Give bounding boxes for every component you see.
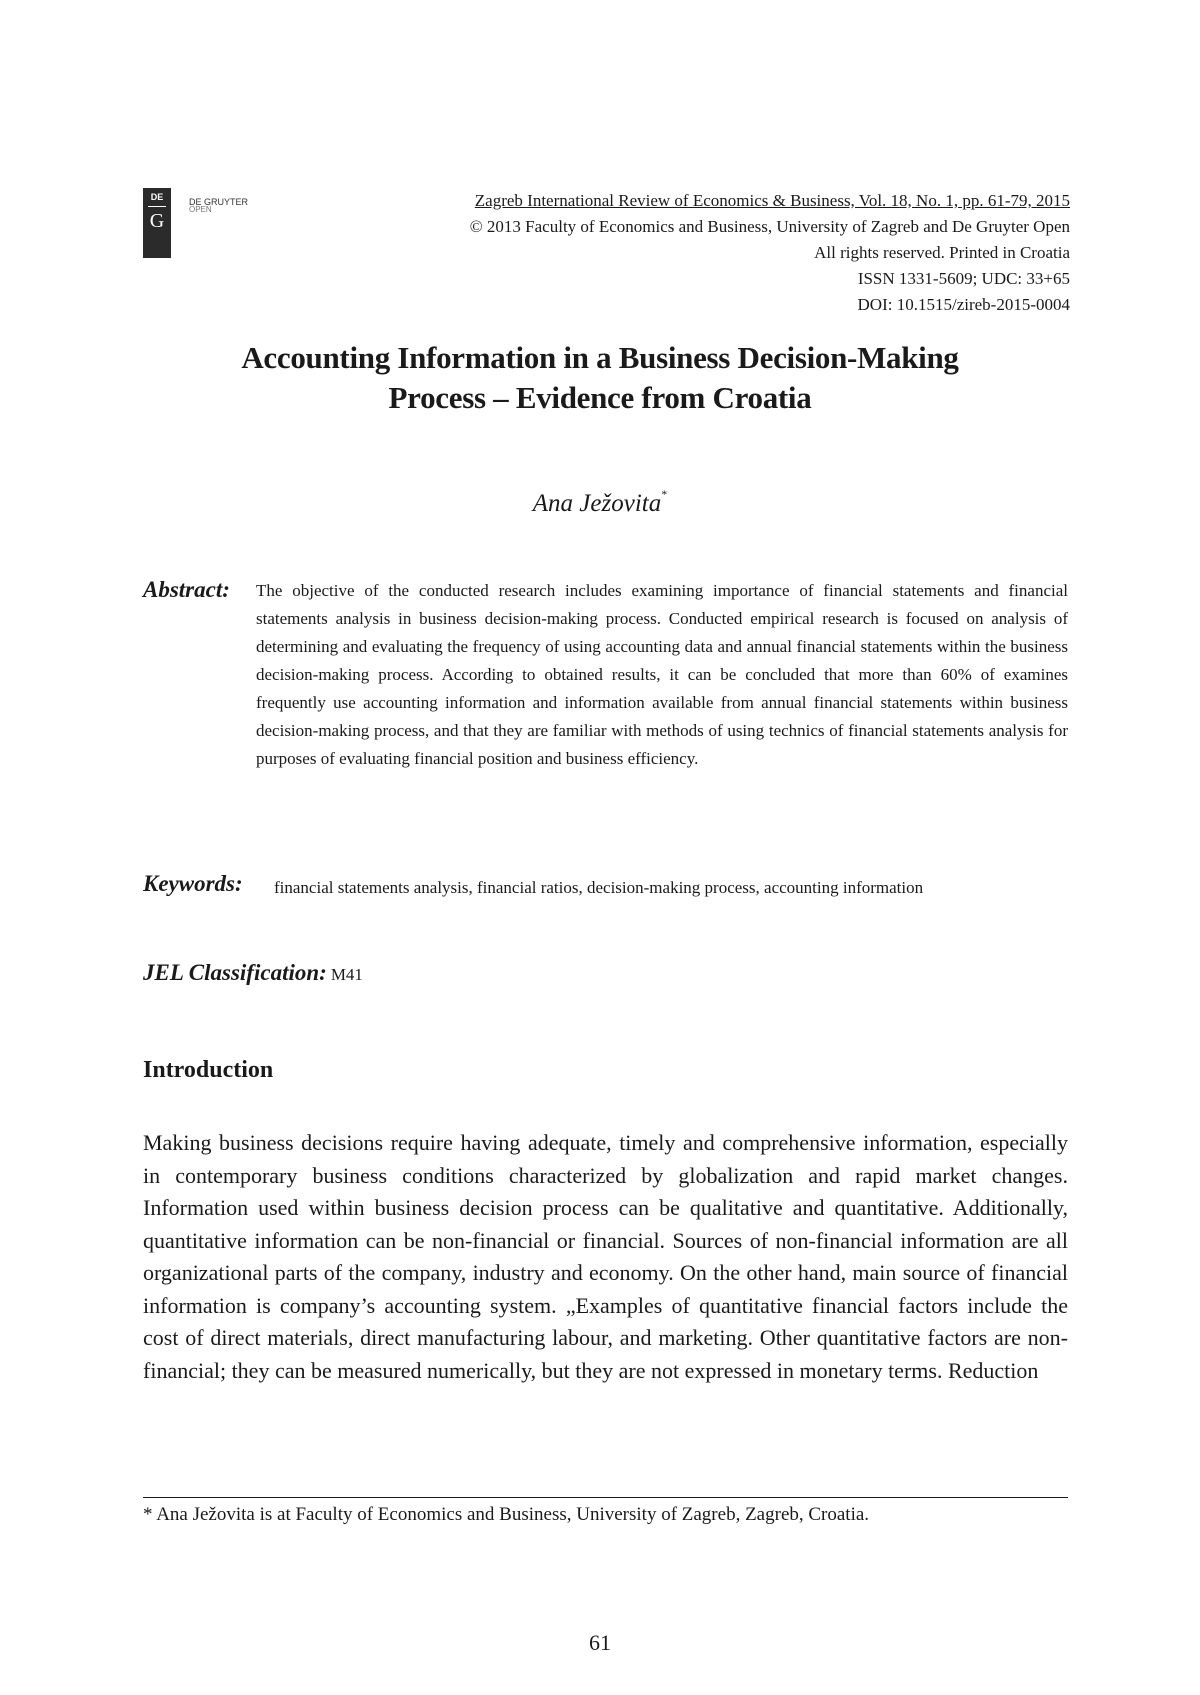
logo-wordmark <box>189 198 248 214</box>
author-footnote-mark: * <box>661 486 668 501</box>
logo-mark-top: DE <box>150 192 164 202</box>
logo-sub: OPEN <box>189 205 212 214</box>
jel-value: M41 <box>330 965 363 984</box>
rights-line: All rights reserved. Printed in Croatia <box>814 243 1070 262</box>
publisher-logo <box>143 188 249 258</box>
section-heading: Introduction <box>143 1057 274 1083</box>
abstract-label: Abstract: <box>143 577 230 602</box>
jel-classification <box>143 960 363 986</box>
issn-line: ISSN 1331-5609; UDC: 33+65 <box>857 269 1070 288</box>
title-line-1: Accounting Information in a Business Decision-Making <box>241 340 959 375</box>
title-line-2: Process – Evidence from Croatia <box>388 380 812 415</box>
page-number: 61 <box>589 1630 611 1655</box>
footnote-divider <box>143 1497 1068 1498</box>
logo-mark-rule <box>148 206 166 207</box>
paper-title <box>0 338 1200 418</box>
logo-name: DE GRUYTER <box>189 197 249 207</box>
doi-line: DOI: 10.1515/zireb-2015-0004 <box>857 295 1070 314</box>
author-name: Ana Ježovita <box>532 490 662 517</box>
journal-header <box>470 188 1070 318</box>
logo-mark-bottom: G <box>149 210 165 232</box>
abstract-text: The objective of the conducted research includes examining importance of financial statements and financial statements analysis in business decision-making process. Conducted empirical research is focused on analysis of determining and evaluating the frequency of using accounting data and annual financial statements within the business decision-making process. According to obtained results, it can be concluded that more than 60% of examines frequently use accounting information and information available from annual financial statements within business decision-making process, and that they are familiar with methods of using technics of financial statements analysis for purposes of evaluating financial position and business efficiency. <box>256 581 1068 768</box>
copyright-line: © 2013 Faculty of Economics and Business, University of Zagreb and De Gruyter Open <box>469 217 1070 236</box>
body-paragraph: Making business decisions require having adequate, timely and comprehensive information, especially in contemporary business conditions characterized by globalization and rapid market changes. Information used within business decision process can be qualitative and quantitative. Additionally, quantitative information can be non-financial or financial. Sources of non-financial information are all organizational parts of the company, industry and economy. On the other hand, main source of financial information is company’s accounting system. „Examples of quantitative financial factors include the cost of direct materials, direct manufacturing labour, and marketing. Other quantitative factors are non-financial; they can be measured numerically, but they are not expressed in monetary terms. Reduction <box>143 1130 1068 1383</box>
logo-mark <box>143 188 171 258</box>
author <box>0 486 1200 518</box>
keywords-text: financial statements analysis, financial ratios, decision-making process, accounting information <box>274 878 924 897</box>
footnote: * Ana Ježovita is at Faculty of Economics and Business, University of Zagreb, Zagreb, Croatia. <box>143 1504 870 1525</box>
journal-citation[interactable]: Zagreb International Review of Economics & Business, Vol. 18, No. 1, pp. 61-79, 2015 <box>474 191 1070 210</box>
jel-label: JEL Classification: <box>143 960 327 985</box>
keywords-label: Keywords: <box>143 871 243 896</box>
